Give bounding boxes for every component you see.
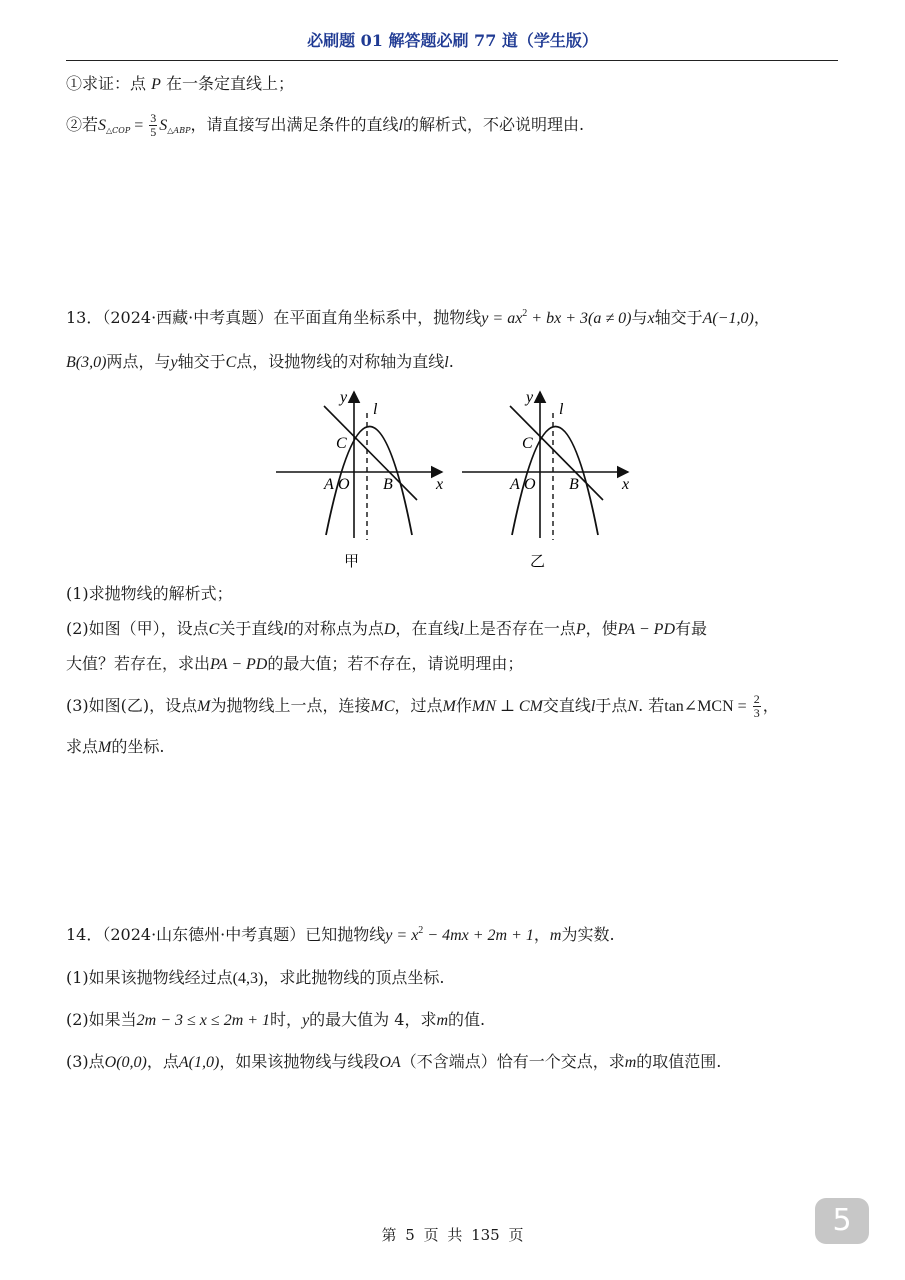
q14-part3: (3)点O(0,0)，点A(1,0)，如果该抛物线与线段OA（不含端点）恰有一个交点，求m的取值范围. bbox=[66, 1052, 722, 1071]
fraction-2-3: $\frac{2}{3}$ bbox=[753, 692, 760, 720]
label-c: C bbox=[522, 435, 533, 452]
label-c: C bbox=[336, 435, 347, 452]
q13-figures bbox=[270, 388, 640, 578]
q12-part2: ②若$S_{\triangle COP}$ = $\frac{3}{5}$ $S_{\triangle ABP}$，请直接写出满足条件的直线l的解析式，不必说明理由. bbox=[66, 111, 585, 139]
header-divider bbox=[66, 60, 838, 61]
caption-yi: 乙 bbox=[530, 552, 546, 570]
fraction-3-5: $\frac{3}{5}$ bbox=[150, 111, 157, 139]
q13-part1: (1)求抛物线的解析式； bbox=[66, 584, 233, 603]
q12-part1: ①求证：点 P 在一条定直线上； bbox=[66, 74, 294, 93]
label-o: O bbox=[524, 476, 536, 493]
q13-part3-line2: 求点M的坐标. bbox=[66, 737, 165, 756]
label-y: y bbox=[526, 389, 534, 406]
figure-jia bbox=[276, 389, 443, 570]
q13-part3-line1: (3)如图(乙)，设点M为抛物线上一点，连接MC，过点M作MN ⊥ CM交直线l于点N. 若tan∠MCN = $\frac{2}{3}$ ， bbox=[66, 692, 779, 720]
q13-part2-line1: (2)如图（甲），设点C关于直线l的对称点为点D，在直线l上是否存在一点P，使PA − PD有最 bbox=[66, 619, 708, 638]
page-footer: 第 5 页 共 135 页 bbox=[381, 1226, 524, 1244]
label-a: A bbox=[324, 476, 334, 493]
label-y: y bbox=[340, 389, 348, 406]
caption-jia: 甲 bbox=[344, 552, 360, 570]
page-header-title: 必刷题 01 解答题必刷 77 道（学生版） bbox=[307, 31, 598, 50]
q13-stem-line1: 13．（2024·西藏·中考真题）在平面直角坐标系中，抛物线$y = ax^2$ + bx + 3(a ≠ 0)与x轴交于A(−1,0)， bbox=[66, 308, 770, 327]
q13-part2-line2: 大值？若存在，求出PA − PD的最大值；若不存在，请说明理由； bbox=[66, 654, 524, 673]
label-x: x bbox=[436, 476, 444, 493]
label-o: O bbox=[338, 476, 350, 493]
label-b: B bbox=[383, 476, 393, 493]
label-l: l bbox=[373, 401, 378, 418]
label-x: x bbox=[622, 476, 630, 493]
figure-yi bbox=[462, 389, 629, 570]
q13-stem-line2: B(3,0)两点，与y轴交于C点，设抛物线的对称轴为直线l. bbox=[66, 352, 454, 371]
q14-part1: (1)如果该抛物线经过点(4,3)，求此抛物线的顶点坐标. bbox=[66, 968, 445, 987]
label-a: A bbox=[510, 476, 520, 493]
q14-part2: (2)如果当2m − 3 ≤ x ≤ 2m + 1时，y的最大值为 4，求m的值. bbox=[66, 1010, 486, 1029]
page-number-badge: 5 bbox=[815, 1198, 869, 1244]
label-l: l bbox=[559, 401, 564, 418]
label-b: B bbox=[569, 476, 579, 493]
q14-stem: 14．（2024·山东德州·中考真题）已知抛物线$y = x^2 - 4mx + 2m + 1$，m为实数. bbox=[66, 925, 615, 944]
